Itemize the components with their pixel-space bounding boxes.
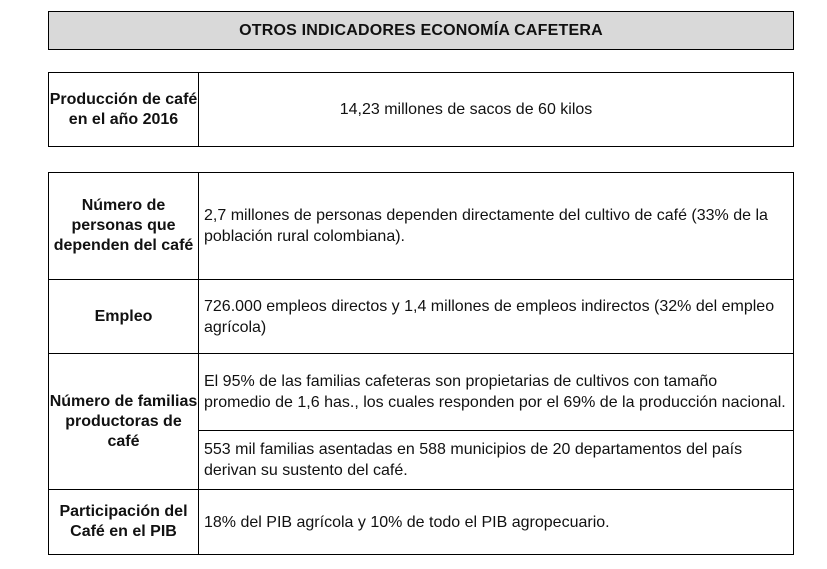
production-value: 14,23 millones de sacos de 60 kilos	[199, 73, 794, 147]
indicators-table	[48, 172, 794, 555]
page-title: OTROS INDICADORES ECONOMÍA CAFETERA	[48, 11, 794, 50]
families-label: Número de familias productoras de café	[49, 354, 199, 490]
gdp-label: Participación del Café en el PIB	[49, 490, 199, 555]
table-row-production	[49, 73, 794, 147]
gdp-value: 18% del PIB agrícola y 10% de todo el PIB agropecuario.	[199, 490, 794, 555]
table-row-employment	[49, 280, 794, 354]
employment-value: 726.000 empleos directos y 1,4 millones de empleos indirectos (32% del empleo agrícola)	[199, 280, 794, 354]
production-label: Producción de café en el año 2016	[49, 73, 199, 147]
table-row-families-1	[49, 354, 794, 431]
families-value-1: El 95% de las familias cafeteras son propietarias de cultivos con tamaño promedio de 1,6 has., los cuales responden por el 69% de la producción nacional.	[199, 354, 794, 431]
employment-label: Empleo	[49, 280, 199, 354]
people-value: 2,7 millones de personas dependen directamente del cultivo de café (33% de la población rural colombiana).	[199, 173, 794, 280]
table-row-people	[49, 173, 794, 280]
production-table	[48, 72, 794, 147]
families-value-2: 553 mil familias asentadas en 588 municipios de 20 departamentos del país derivan su sustento del café.	[199, 431, 794, 490]
table-row-gdp	[49, 490, 794, 555]
people-label: Número de personas que dependen del café	[49, 173, 199, 280]
